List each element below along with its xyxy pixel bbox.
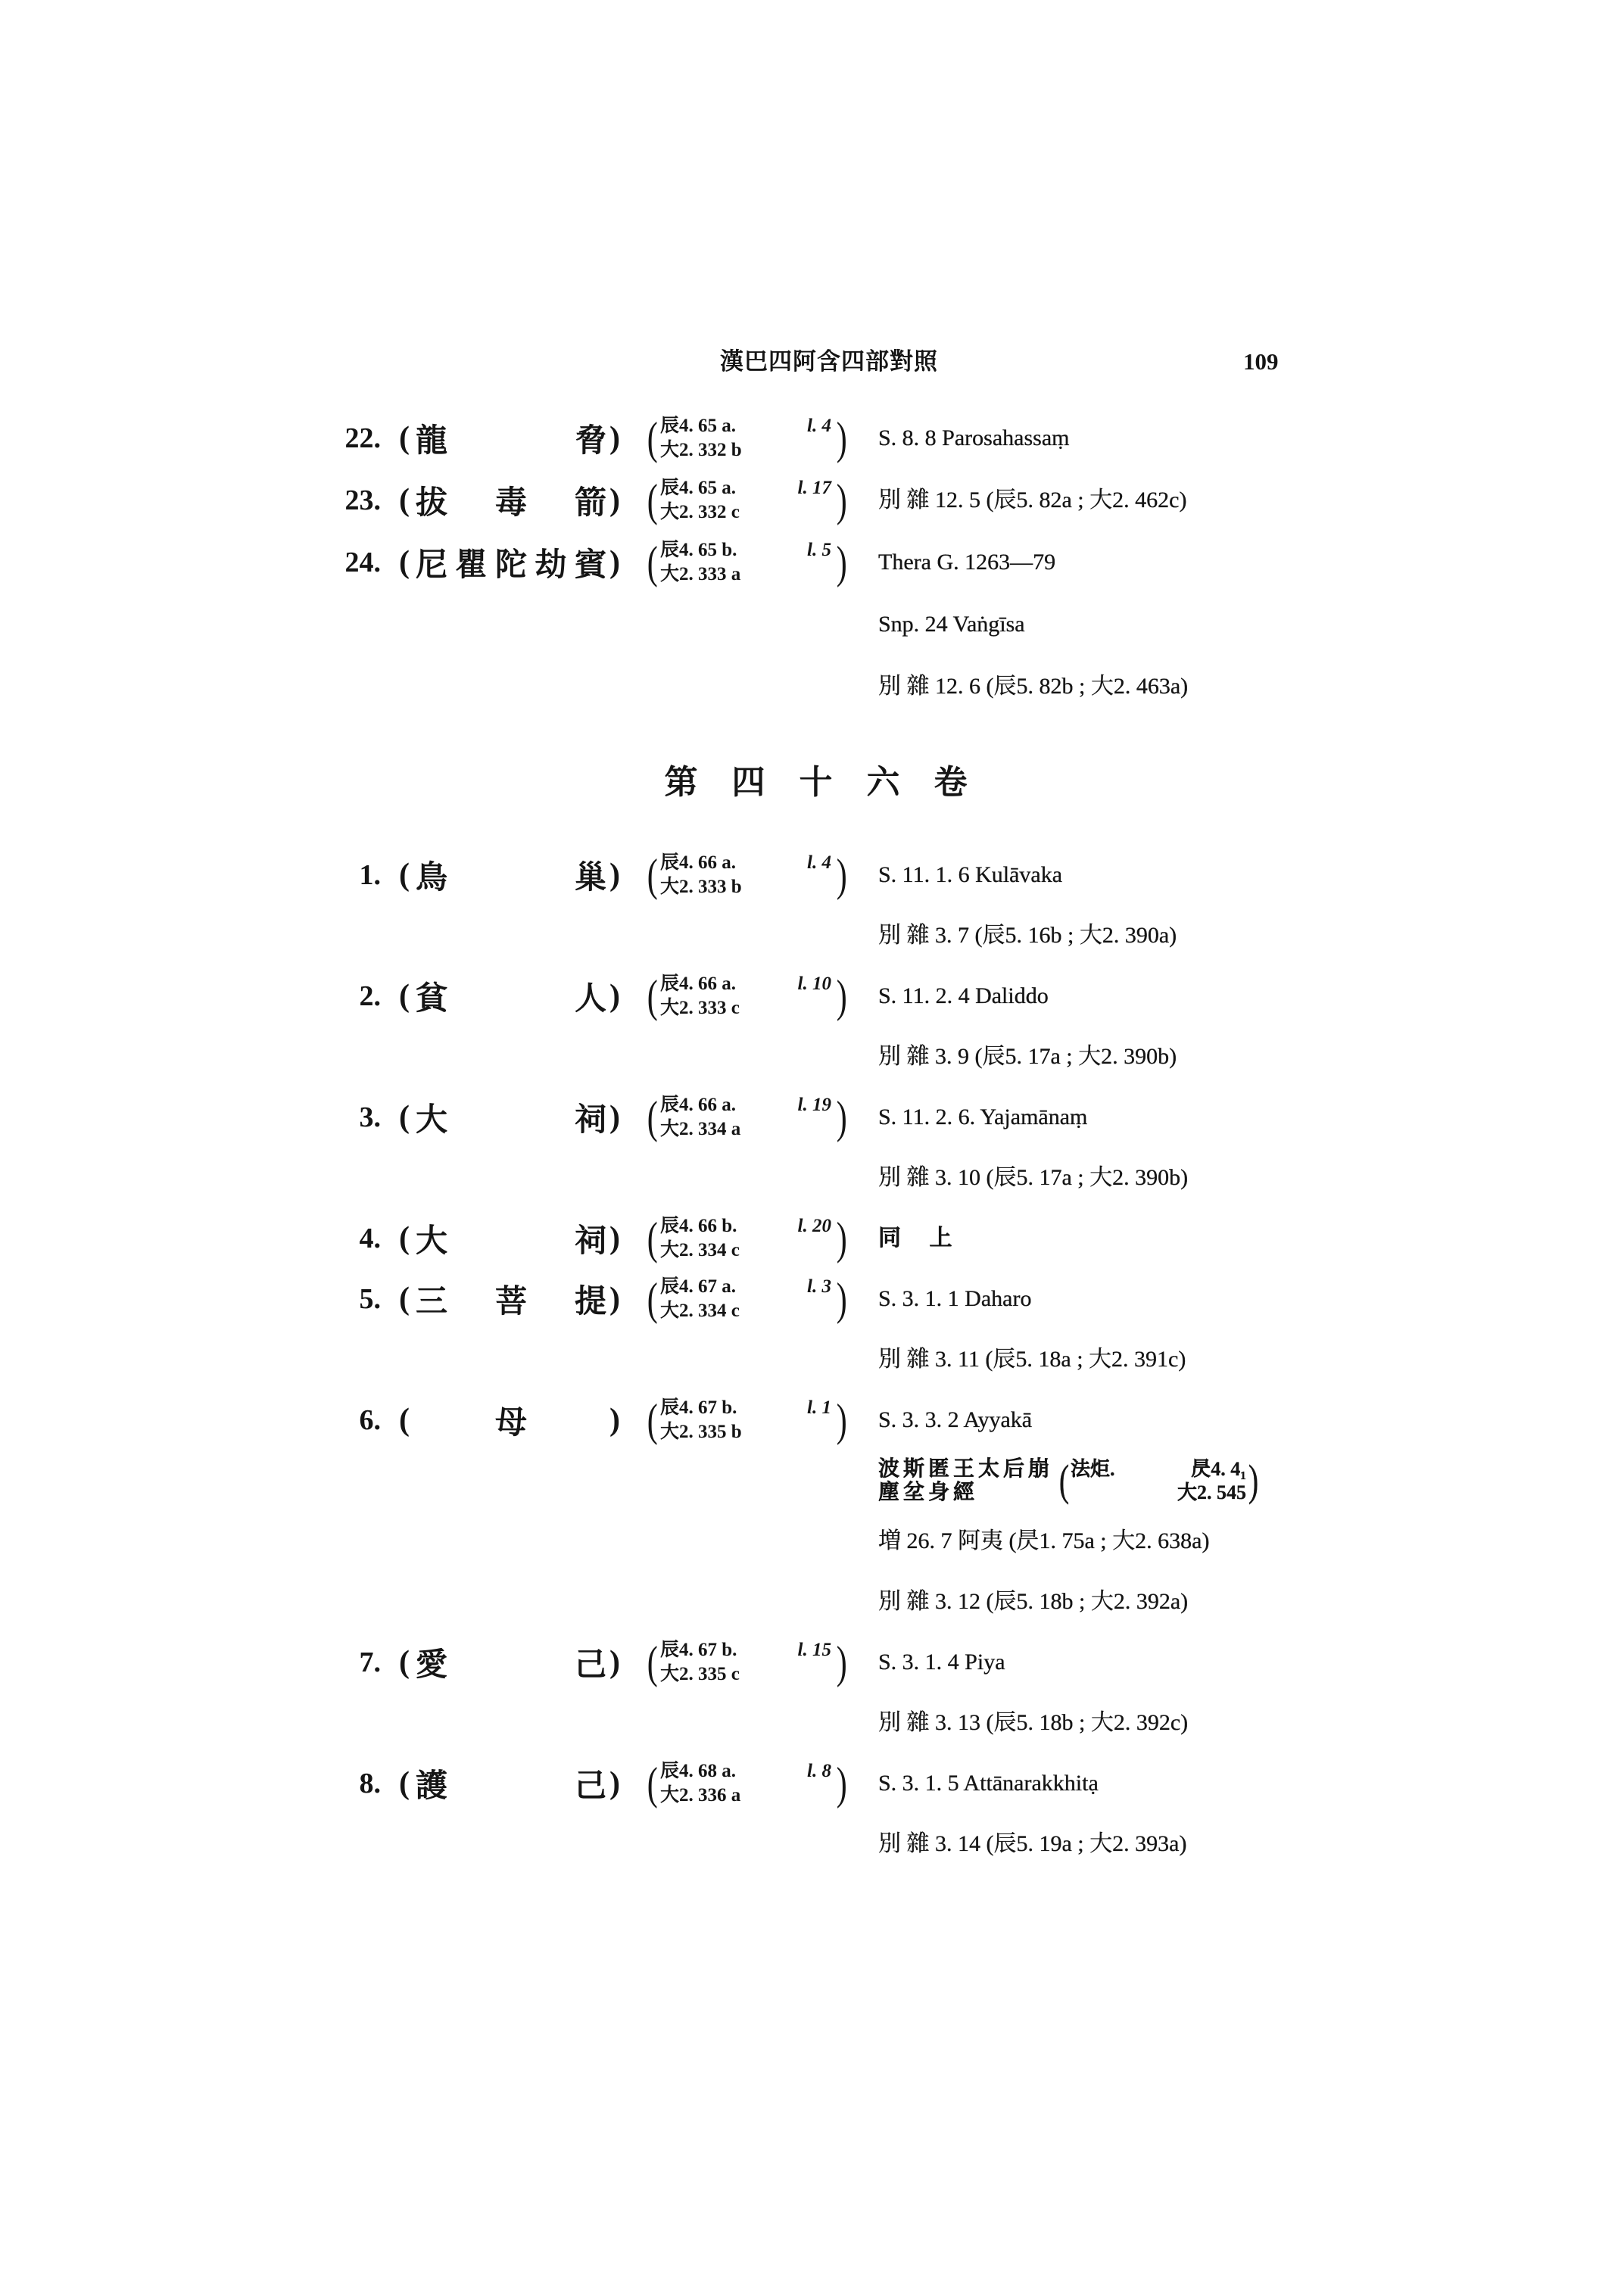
source-reference bbox=[645, 1213, 848, 1264]
sutra-title-char: ( 大 bbox=[416, 1224, 448, 1259]
parallel-reference-top bbox=[1071, 1457, 1246, 1481]
reference-line-number: l. 20 bbox=[797, 1216, 831, 1236]
entry-parallel-row bbox=[0, 1814, 1624, 1874]
source-reference bbox=[645, 413, 848, 464]
reference-lines bbox=[659, 851, 834, 899]
reference-lines bbox=[659, 1093, 834, 1142]
parallel-reference: S. 3. 1. 4 Piya bbox=[878, 1650, 1005, 1675]
sutra-title-chars bbox=[410, 1397, 609, 1443]
parallel-compound bbox=[878, 1450, 1260, 1511]
sutra-title-chars bbox=[410, 540, 609, 585]
reference-volume: 辰4. 66 a. bbox=[660, 852, 737, 873]
sutra-title-char: 提 bbox=[574, 1285, 606, 1319]
reference-lines bbox=[659, 476, 834, 525]
parallel-translator: 法炬. bbox=[1071, 1458, 1115, 1480]
reference-top-line bbox=[660, 1396, 834, 1420]
reference-close-bracket bbox=[837, 475, 846, 526]
sutra-title-char: 毒 bbox=[494, 486, 527, 521]
source-reference bbox=[645, 537, 848, 588]
entry-parallel-row bbox=[0, 594, 1624, 656]
sutra-title bbox=[399, 1390, 620, 1450]
parallel-close-bracket bbox=[1248, 1456, 1258, 1505]
entry-parallel-row bbox=[0, 905, 1624, 966]
reference-close-bracket bbox=[837, 537, 846, 588]
entry bbox=[0, 1269, 1624, 1390]
reference-close-bracket bbox=[837, 970, 846, 1022]
reference-open-bracket bbox=[647, 537, 657, 588]
sutra-title-char: 人 bbox=[574, 982, 606, 1017]
entry-number: 4. bbox=[359, 1223, 381, 1254]
entry-parallel-row bbox=[0, 1511, 1624, 1572]
reference-taisho: 大2. 332 c bbox=[660, 502, 740, 522]
sutra-title-chars bbox=[410, 974, 609, 1019]
sutra-title-char: 箭 bbox=[574, 486, 606, 521]
parallel-reference: 同 上 bbox=[878, 1226, 952, 1251]
reference-taisho: 大2. 332 b bbox=[660, 440, 742, 460]
parallel-reference: Thera G. 1263—79 bbox=[878, 550, 1056, 575]
source-reference bbox=[645, 1273, 848, 1325]
parallel-sutra-title-line: 塵坌身經 bbox=[878, 1481, 979, 1504]
parallel-reference: S. 3. 3. 2 Ayyakā bbox=[878, 1407, 1033, 1432]
parallel-reference: S. 3. 1. 1 Daharo bbox=[878, 1286, 1032, 1311]
entry-main-row bbox=[0, 1753, 1624, 1814]
entry-parallel-row bbox=[0, 656, 1624, 718]
reference-lines bbox=[659, 972, 834, 1020]
reference-line-number: l. 19 bbox=[797, 1095, 831, 1115]
sutra-title bbox=[399, 1632, 620, 1693]
entry-parallel-row bbox=[0, 1693, 1624, 1753]
entry-parallel-row bbox=[0, 1572, 1624, 1632]
sutra-title-char: 祠 bbox=[574, 1224, 606, 1259]
entry-main-row bbox=[0, 1087, 1624, 1148]
entry-number: 24. bbox=[344, 547, 381, 578]
parallel-reference: 別 雜 3. 13 (辰5. 18b ; 大2. 392c) bbox=[878, 1710, 1189, 1735]
entry-number: 5. bbox=[359, 1283, 381, 1315]
entry-main-row bbox=[0, 407, 1624, 469]
reference-volume: 辰4. 65 a. bbox=[660, 416, 737, 436]
sutra-title bbox=[399, 1208, 620, 1269]
parallel-reference: 別 雜 12. 5 (辰5. 82a ; 大2. 462c) bbox=[878, 488, 1187, 512]
sutra-title-char: 瞿 bbox=[455, 548, 488, 583]
reference-taisho: 大2. 334 a bbox=[660, 1119, 741, 1139]
reference-volume: 辰4. 66 b. bbox=[660, 1216, 737, 1236]
reference-open-bracket bbox=[647, 1092, 657, 1143]
sutra-title bbox=[399, 531, 620, 594]
entry-number: 8. bbox=[359, 1768, 381, 1799]
reference-top-line bbox=[660, 538, 834, 562]
sutra-title bbox=[399, 407, 620, 469]
reference-top-line bbox=[660, 476, 834, 500]
entry-parallel-row bbox=[0, 1329, 1624, 1390]
sutra-title-char: ( 護 bbox=[416, 1769, 448, 1804]
parallel-reference: 別 雜 3. 11 (辰5. 18a ; 大2. 391c) bbox=[878, 1347, 1186, 1372]
sutra-title bbox=[399, 1087, 620, 1148]
reference-open-bracket bbox=[647, 475, 657, 526]
section-heading: 第 四 十 六 卷 bbox=[664, 764, 968, 801]
reference-volume: 辰4. 67 b. bbox=[660, 1397, 737, 1418]
entry bbox=[0, 1087, 1624, 1208]
parallel-reference-taisho: 大2. 545 bbox=[1177, 1481, 1246, 1503]
reference-line-number: l. 8 bbox=[807, 1761, 831, 1781]
reference-close-bracket bbox=[837, 1092, 846, 1143]
reference-lines bbox=[659, 1396, 834, 1444]
reference-top-line bbox=[660, 851, 834, 875]
reference-open-bracket bbox=[647, 1758, 657, 1809]
reference-taisho: 大2. 333 c bbox=[660, 998, 740, 1018]
entry-number: 7. bbox=[359, 1647, 381, 1678]
parallel-reference-volume: 昃4. 4₁ bbox=[1191, 1458, 1246, 1480]
entry bbox=[0, 469, 1624, 531]
source-reference bbox=[645, 970, 848, 1022]
running-head bbox=[0, 342, 1624, 382]
sutra-title-char: 己 bbox=[574, 1648, 606, 1683]
parallel-reference: S. 3. 1. 5 Attānarakkhitạ bbox=[878, 1771, 1099, 1796]
sutra-title bbox=[399, 966, 620, 1027]
sutra-title bbox=[399, 1269, 620, 1329]
entry-main-row bbox=[0, 1632, 1624, 1693]
source-reference bbox=[645, 1092, 848, 1143]
parallel-reference: 別 雜 12. 6 (辰5. 82b ; 大2. 463a) bbox=[878, 674, 1189, 699]
entry-number: 22. bbox=[344, 422, 381, 454]
reference-open-bracket bbox=[647, 1637, 657, 1688]
parallel-open-bracket bbox=[1059, 1456, 1069, 1505]
entry-main-row bbox=[0, 966, 1624, 1027]
sutra-title bbox=[399, 845, 620, 905]
entry bbox=[0, 966, 1624, 1087]
source-reference bbox=[645, 1637, 848, 1688]
entry-number: 1. bbox=[359, 859, 381, 891]
reference-open-bracket bbox=[647, 849, 657, 901]
entry-main-row bbox=[0, 1208, 1624, 1269]
reference-close-bracket bbox=[837, 1213, 846, 1264]
entry bbox=[0, 407, 1624, 469]
sutra-title-chars bbox=[410, 416, 609, 461]
reference-close-bracket bbox=[837, 849, 846, 901]
sutra-title-char: ( 龍 bbox=[416, 424, 448, 459]
sutra-title-char: ( 貧 bbox=[416, 982, 448, 1017]
entry-main-row bbox=[0, 531, 1624, 594]
sutra-title-chars bbox=[410, 1095, 609, 1140]
reference-volume: 辰4. 66 a. bbox=[660, 974, 737, 994]
entry-parallel-row bbox=[0, 1148, 1624, 1208]
sutra-title-char: ( 尼 bbox=[416, 548, 448, 583]
parallel-sutra-title bbox=[878, 1457, 1057, 1504]
source-reference bbox=[645, 1394, 848, 1446]
reference-line-number: l. 4 bbox=[807, 852, 831, 873]
entry-list bbox=[0, 407, 1624, 718]
sutra-title-char: ( 愛 bbox=[416, 1648, 448, 1683]
reference-lines bbox=[659, 1759, 834, 1808]
parallel-reference: S. 11. 2. 4 Daliddo bbox=[878, 983, 1049, 1008]
parallel-reference: 別 雜 3. 14 (辰5. 19a ; 大2. 393a) bbox=[878, 1831, 1187, 1856]
sutra-title-char: 賓 bbox=[574, 548, 606, 583]
source-reference bbox=[645, 475, 848, 526]
reference-top-line bbox=[660, 1214, 834, 1238]
reference-top-line bbox=[660, 1275, 834, 1299]
reference-top-line bbox=[660, 414, 834, 438]
sutra-title-char: 己 bbox=[574, 1769, 606, 1804]
reference-lines bbox=[659, 414, 834, 463]
parallel-reference: 別 雜 3. 10 (辰5. 17a ; 大2. 390b) bbox=[878, 1165, 1189, 1190]
entry-main-row bbox=[0, 1269, 1624, 1329]
parallel-reference: S. 11. 2. 6. Yajamānaṃ bbox=[878, 1104, 1088, 1129]
reference-lines bbox=[659, 1638, 834, 1687]
reference-lines bbox=[659, 1214, 834, 1263]
sutra-title-chars bbox=[410, 1276, 609, 1322]
reference-top-line bbox=[660, 1759, 834, 1784]
sutra-title-chars bbox=[410, 852, 609, 898]
reference-top-line bbox=[660, 1638, 834, 1662]
sutra-title bbox=[399, 469, 620, 531]
reference-line-number: l. 4 bbox=[807, 416, 831, 436]
reference-taisho: 大2. 334 c bbox=[660, 1240, 740, 1260]
reference-close-bracket bbox=[837, 1637, 846, 1688]
entry-main-row bbox=[0, 845, 1624, 905]
reference-line-number: l. 3 bbox=[807, 1276, 831, 1297]
reference-taisho: 大2. 335 c bbox=[660, 1664, 740, 1684]
reference-close-bracket bbox=[837, 1273, 846, 1325]
entry-number: 23. bbox=[344, 484, 381, 516]
parallel-reference-lines bbox=[1071, 1457, 1246, 1504]
reference-taisho: 大2. 334 c bbox=[660, 1301, 740, 1321]
reference-line-number: l. 10 bbox=[797, 974, 831, 994]
reference-open-bracket bbox=[647, 1213, 657, 1264]
parallel-sutra-title-line: 波斯匿王太后崩 bbox=[878, 1457, 1054, 1481]
parallel-reference: Snp. 24 Vaṅgīsa bbox=[878, 612, 1025, 637]
reference-close-bracket bbox=[837, 1394, 846, 1446]
running-head-title: 漢巴四阿含四部對照 bbox=[720, 348, 938, 375]
reference-line-number: l. 1 bbox=[807, 1397, 831, 1418]
sutra-title-char: 巢 bbox=[574, 861, 606, 896]
reference-open-bracket bbox=[647, 1394, 657, 1446]
sutra-title-char: ( 拔 bbox=[416, 486, 448, 521]
reference-close-bracket bbox=[837, 1758, 846, 1809]
entry-main-row bbox=[0, 1390, 1624, 1450]
reference-taisho: 大2. 335 b bbox=[660, 1422, 742, 1442]
reference-close-bracket bbox=[837, 413, 846, 464]
reference-taisho: 大2. 333 a bbox=[660, 564, 741, 584]
reference-open-bracket bbox=[647, 1273, 657, 1325]
reference-volume: 辰4. 66 a. bbox=[660, 1095, 737, 1115]
source-reference bbox=[645, 1758, 848, 1809]
sutra-title-char: ( 三 bbox=[416, 1285, 448, 1319]
reference-top-line bbox=[660, 972, 834, 996]
entry bbox=[0, 531, 1624, 718]
entry bbox=[0, 845, 1624, 966]
parallel-reference: S. 8. 8 Parosahassaṃ bbox=[878, 425, 1070, 450]
reference-line-number: l. 17 bbox=[797, 478, 831, 498]
reference-volume: 辰4. 68 a. bbox=[660, 1761, 737, 1781]
sutra-title-char: 脅 bbox=[574, 424, 606, 459]
entry bbox=[0, 1208, 1624, 1269]
entry-number: 6. bbox=[359, 1404, 381, 1436]
reference-line-number: l. 15 bbox=[797, 1640, 831, 1660]
reference-volume: 辰4. 65 a. bbox=[660, 478, 737, 498]
sutra-title-char: ( 母 bbox=[494, 1406, 527, 1441]
sutra-title-char: ( 鳥 bbox=[416, 861, 448, 896]
reference-line-number: l. 5 bbox=[807, 540, 831, 560]
entry-parallel-row bbox=[0, 1027, 1624, 1087]
entry-number: 3. bbox=[359, 1101, 381, 1133]
sutra-title-chars bbox=[410, 478, 609, 523]
sutra-title-char: 菩 bbox=[494, 1285, 527, 1319]
entry-list bbox=[0, 845, 1624, 1874]
reference-volume: 辰4. 67 b. bbox=[660, 1640, 737, 1660]
reference-lines bbox=[659, 538, 834, 587]
entry-number: 2. bbox=[359, 980, 381, 1012]
parallel-reference: 別 雜 3. 7 (辰5. 16b ; 大2. 390a) bbox=[878, 923, 1177, 948]
parallel-reference: 別 雜 3. 9 (辰5. 17a ; 大2. 390b) bbox=[878, 1044, 1177, 1069]
reference-volume: 辰4. 65 b. bbox=[660, 540, 737, 560]
reference-open-bracket bbox=[647, 970, 657, 1022]
sutra-title-char: 陀 bbox=[494, 548, 527, 583]
sutra-title-char: 祠 bbox=[574, 1103, 606, 1138]
sutra-title-char: 劫 bbox=[535, 548, 567, 583]
reference-top-line bbox=[660, 1093, 834, 1117]
reference-volume: 辰4. 67 a. bbox=[660, 1276, 737, 1297]
sutra-title-chars bbox=[410, 1216, 609, 1261]
entry bbox=[0, 1753, 1624, 1874]
page-number: 109 bbox=[1243, 348, 1279, 375]
parallel-reference: 別 雜 3. 12 (辰5. 18b ; 大2. 392a) bbox=[878, 1589, 1189, 1614]
sutra-title-chars bbox=[410, 1761, 609, 1806]
reference-lines bbox=[659, 1275, 834, 1323]
entry bbox=[0, 1632, 1624, 1753]
reference-taisho: 大2. 333 b bbox=[660, 877, 742, 897]
reference-open-bracket bbox=[647, 413, 657, 464]
entry-main-row bbox=[0, 469, 1624, 531]
entry-parallel-row bbox=[0, 1450, 1624, 1511]
reference-taisho: 大2. 336 a bbox=[660, 1785, 741, 1805]
source-reference bbox=[645, 849, 848, 901]
sutra-title bbox=[399, 1753, 620, 1814]
sutra-title-char: ( 大 bbox=[416, 1103, 448, 1138]
entry bbox=[0, 1390, 1624, 1632]
parallel-reference: S. 11. 1. 6 Kulāvaka bbox=[878, 862, 1063, 887]
parallel-reference: 増 26. 7 阿夷 (昃1. 75a ; 大2. 638a) bbox=[878, 1528, 1210, 1553]
sutra-title-chars bbox=[410, 1640, 609, 1685]
